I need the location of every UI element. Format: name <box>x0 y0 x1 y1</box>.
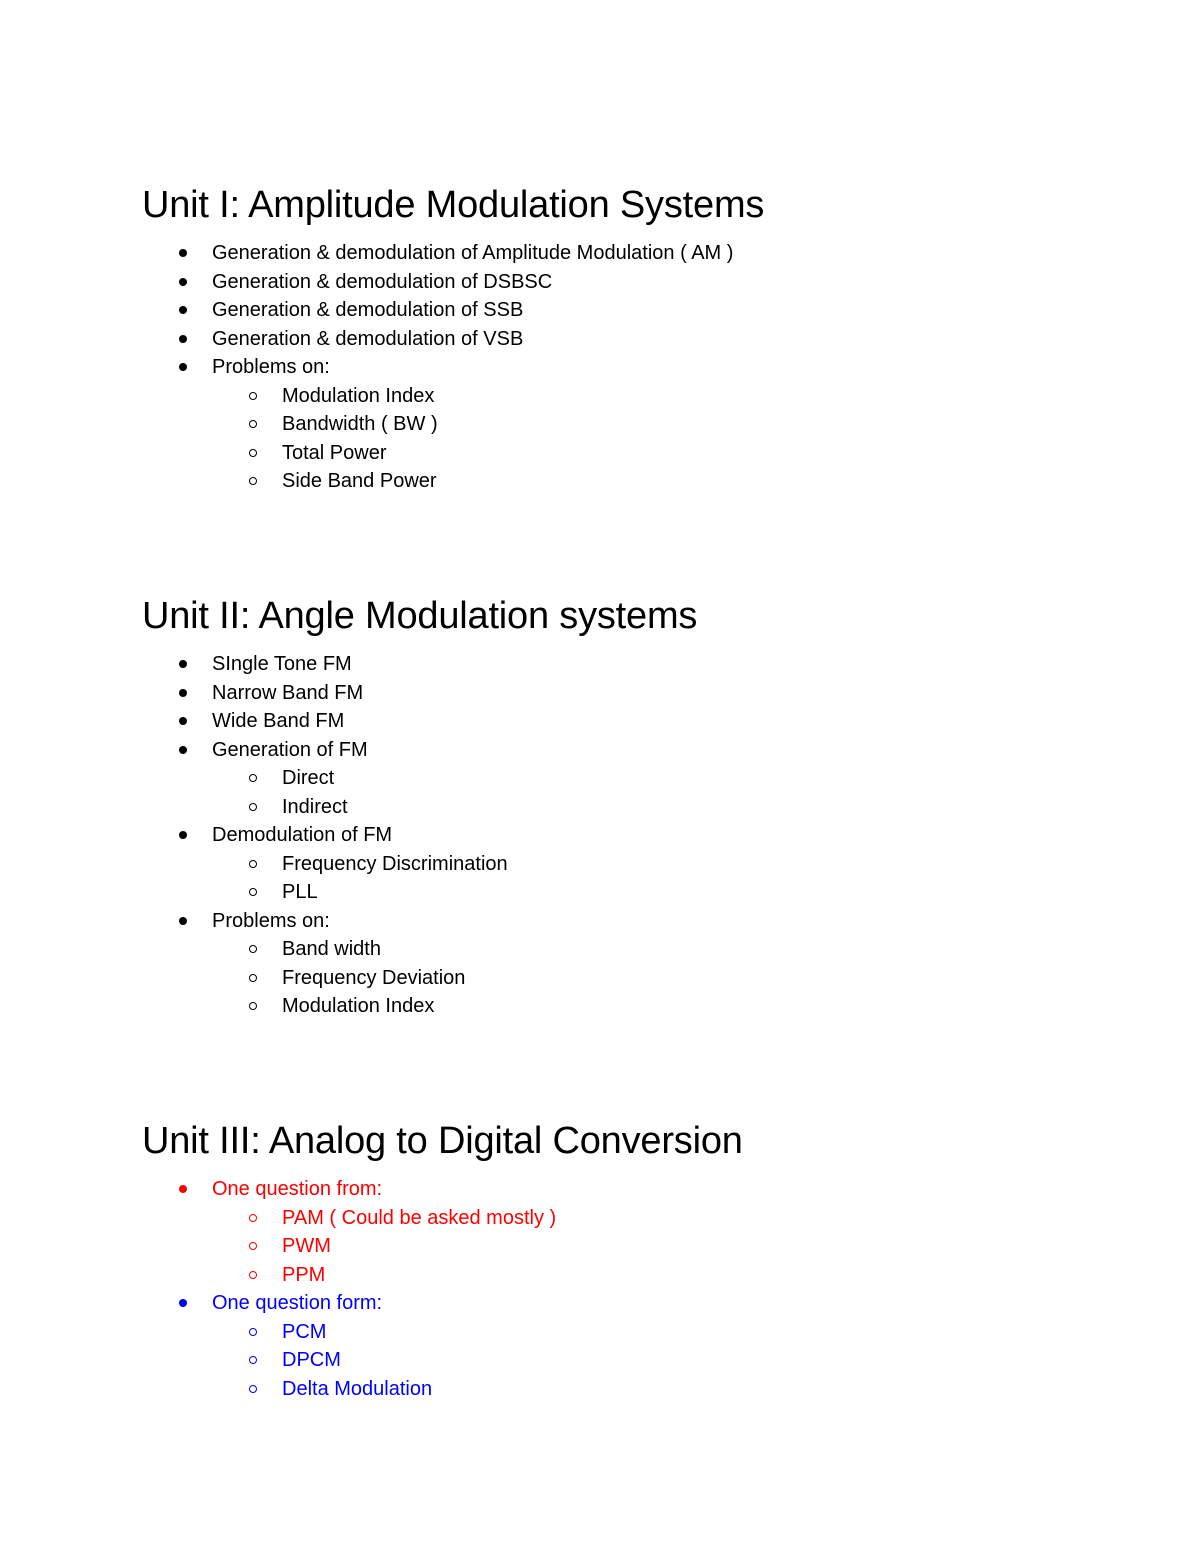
hollow-bullet-icon <box>249 1356 257 1364</box>
unit-3-section <box>142 1119 1042 1403</box>
list-item <box>142 353 1042 382</box>
hollow-bullet-icon <box>249 803 257 811</box>
item-text: Band width <box>282 938 381 960</box>
sub-list-item <box>142 1232 1042 1261</box>
list-item <box>142 268 1042 297</box>
item-text: Wide Band FM <box>212 710 345 732</box>
hollow-bullet-icon <box>249 449 257 457</box>
hollow-bullet-icon <box>249 392 257 400</box>
hollow-bullet-icon <box>249 1271 257 1279</box>
hollow-bullet-icon <box>249 1002 257 1010</box>
sub-list-item <box>142 793 1042 822</box>
sub-list-item <box>142 850 1042 879</box>
bullet-icon <box>179 917 187 925</box>
item-text: Problems on: <box>212 356 330 378</box>
sub-list-item <box>142 964 1042 993</box>
list-item <box>142 907 1042 936</box>
sub-list-item <box>142 935 1042 964</box>
unit-1-list <box>142 239 1042 496</box>
bullet-icon <box>179 746 187 754</box>
sub-list-item <box>142 1204 1042 1233</box>
hollow-bullet-icon <box>249 477 257 485</box>
sub-list-item <box>142 382 1042 411</box>
sub-list-item <box>142 410 1042 439</box>
bullet-icon <box>179 363 187 371</box>
item-text: PLL <box>282 881 318 903</box>
item-text: PAM ( Could be asked mostly ) <box>282 1206 557 1229</box>
item-text: One question from: <box>212 1178 383 1200</box>
bullet-icon <box>179 335 187 343</box>
unit-1-section <box>142 183 1042 496</box>
item-text: Modulation Index <box>282 384 435 407</box>
item-text: Problems on: <box>212 909 330 932</box>
list-item <box>142 679 1042 708</box>
item-text: Frequency Discrimination <box>282 852 508 875</box>
hollow-bullet-icon <box>249 1328 257 1336</box>
bullet-icon <box>179 1299 187 1307</box>
bullet-icon <box>179 717 187 725</box>
list-item <box>142 707 1042 736</box>
bullet-icon <box>179 278 187 286</box>
unit-1-title: Unit I: Amplitude Modulation Systems <box>142 184 765 226</box>
item-text: One question form: <box>212 1292 383 1314</box>
sub-list-item <box>142 1346 1042 1375</box>
item-text: Generation & demodulation of VSB <box>212 327 524 350</box>
list-item <box>142 1175 1042 1204</box>
item-text: Modulation Index <box>282 995 435 1017</box>
item-text: Frequency Deviation <box>282 966 466 989</box>
list-item <box>142 736 1042 765</box>
item-text: PPM <box>282 1263 326 1286</box>
hollow-bullet-icon <box>249 1385 257 1393</box>
item-text: Total Power <box>282 441 387 464</box>
sub-list-item <box>142 764 1042 793</box>
hollow-bullet-icon <box>249 1214 257 1222</box>
bullet-icon <box>179 249 187 257</box>
sub-list-item <box>142 467 1042 496</box>
unit-2-list <box>142 650 1042 1021</box>
item-text: Generation & demodulation of Amplitude Modulation ( AM ) <box>212 242 734 264</box>
list-item <box>142 650 1042 679</box>
bullet-icon <box>179 689 187 697</box>
sub-list-item <box>142 439 1042 468</box>
item-text: Bandwidth ( BW ) <box>282 413 438 435</box>
unit-2-title: Unit II: Angle Modulation systems <box>142 595 698 637</box>
bullet-icon <box>179 306 187 314</box>
sub-list-item <box>142 878 1042 907</box>
unit-3-list <box>142 1175 1042 1403</box>
item-text: Delta Modulation <box>282 1377 433 1400</box>
hollow-bullet-icon <box>249 888 257 896</box>
list-item <box>142 325 1042 354</box>
list-item <box>142 239 1042 268</box>
sub-list-item <box>142 1318 1042 1347</box>
item-text: Indirect <box>282 795 348 818</box>
hollow-bullet-icon <box>249 420 257 428</box>
bullet-icon <box>179 831 187 839</box>
item-text: Direct <box>282 767 335 789</box>
unit-3-title: Unit III: Analog to Digital Conversion <box>142 1120 743 1162</box>
sub-list-item <box>142 992 1042 1021</box>
unit-2-section <box>142 594 1042 1021</box>
item-text: Generation & demodulation of DSBSC <box>212 270 553 293</box>
item-text: Generation & demodulation of SSB <box>212 299 524 321</box>
item-text: DPCM <box>282 1349 341 1371</box>
sub-list-item <box>142 1261 1042 1290</box>
bullet-icon <box>179 660 187 668</box>
hollow-bullet-icon <box>249 860 257 868</box>
hollow-bullet-icon <box>249 974 257 982</box>
hollow-bullet-icon <box>249 774 257 782</box>
sub-list-item <box>142 1375 1042 1404</box>
list-item <box>142 296 1042 325</box>
item-text: PWM <box>282 1235 331 1257</box>
item-text: PCM <box>282 1320 327 1343</box>
item-text: Side Band Power <box>282 470 437 492</box>
hollow-bullet-icon <box>249 1242 257 1250</box>
item-text: SIngle Tone FM <box>212 653 352 675</box>
item-text: Generation of FM <box>212 738 368 761</box>
list-item <box>142 1289 1042 1318</box>
bullet-icon <box>179 1185 187 1193</box>
item-text: Demodulation of FM <box>212 824 393 846</box>
list-item <box>142 821 1042 850</box>
item-text: Narrow Band FM <box>212 681 364 704</box>
hollow-bullet-icon <box>249 945 257 953</box>
